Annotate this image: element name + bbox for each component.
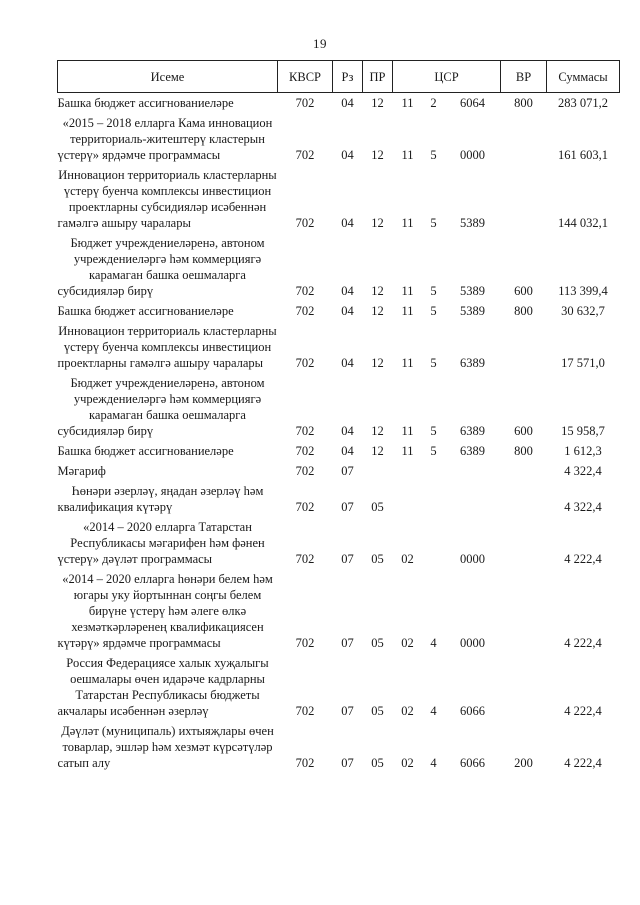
row-vr <box>501 115 547 167</box>
header-kvsr: КВСР <box>278 61 333 93</box>
row-csr-subprogram: 4 <box>430 756 437 770</box>
row-sum: 283 071,2 <box>558 96 609 110</box>
row-kvsr: 702 <box>295 444 315 458</box>
row-csr-program <box>393 463 423 483</box>
header-csr: ЦСР <box>393 61 501 93</box>
row-pr: 12 <box>371 356 384 370</box>
row-name: Россия Федерациясе халык хуҗалыгы оешмалары өчен идарәче кадрларны Татарстан Республикасы бюджеты акчалары исәбеннән әзерләү <box>57 656 269 718</box>
row-rz: 04 <box>341 356 354 370</box>
row-csr-program: 02 <box>401 704 414 718</box>
row-csr-program: 11 <box>401 216 414 230</box>
row-vr <box>501 655 547 723</box>
row-csr-program: 11 <box>401 96 414 110</box>
row-kvsr: 702 <box>295 552 315 566</box>
row-rz: 04 <box>341 216 354 230</box>
row-kvsr: 702 <box>295 424 315 438</box>
table-row <box>58 93 620 116</box>
row-vr <box>501 463 547 483</box>
row-csr-program: 02 <box>401 756 414 770</box>
row-kvsr: 702 <box>295 636 315 650</box>
row-rz: 07 <box>341 464 354 478</box>
row-rz: 07 <box>341 704 354 718</box>
row-name: «2014 – 2020 елларга һөнәри белем һәм югары уку йортыннан соңгы белем бирүне үстерү һәм әлеге өлкә хезмәткәрләренең квалификациясен күтәрү» ярдәмче программасы <box>57 572 273 650</box>
table-row <box>58 655 620 723</box>
row-rz: 04 <box>341 148 354 162</box>
row-sum: 17 571,0 <box>561 356 605 370</box>
table-row <box>58 443 620 463</box>
row-rz: 04 <box>341 444 354 458</box>
row-name: Инновацион территориаль кластерларны үстерү буенча комплексы инвестицион проектларны гамәлгә ашыру чаралары <box>57 324 277 370</box>
row-csr-code <box>445 463 501 483</box>
row-name: Бюджет учреждениеләренә, автоном учреждениеләргә һәм коммерциягә карамаган башка оешмаларга субсидияләр бирү <box>57 376 265 438</box>
row-csr-code: 6389 <box>460 356 485 370</box>
row-csr-subprogram <box>423 483 445 519</box>
row-pr: 05 <box>371 552 384 566</box>
row-name: Башка бюджет ассигнованиеләре <box>57 304 234 318</box>
row-pr: 12 <box>371 424 384 438</box>
row-rz: 04 <box>341 424 354 438</box>
row-sum: 15 958,7 <box>561 424 605 438</box>
row-csr-subprogram: 5 <box>430 284 437 298</box>
row-rz: 04 <box>341 304 354 318</box>
row-pr: 12 <box>371 96 384 110</box>
row-vr: 600 <box>514 284 533 298</box>
table-row <box>58 723 620 775</box>
row-vr: 600 <box>514 424 533 438</box>
row-name: Мәгариф <box>57 464 106 478</box>
row-csr-code: 0000 <box>460 636 485 650</box>
row-sum: 4 322,4 <box>564 464 602 478</box>
row-csr-subprogram: 4 <box>430 704 437 718</box>
row-csr-code: 0000 <box>460 552 485 566</box>
row-pr: 12 <box>371 304 384 318</box>
budget-table <box>57 60 620 775</box>
row-sum: 4 222,4 <box>564 636 602 650</box>
row-csr-code <box>445 483 501 519</box>
row-csr-subprogram: 5 <box>430 216 437 230</box>
row-csr-code: 6066 <box>460 704 485 718</box>
row-kvsr: 702 <box>295 500 315 514</box>
row-rz: 04 <box>341 284 354 298</box>
row-csr-code: 0000 <box>460 148 485 162</box>
row-csr-subprogram <box>423 463 445 483</box>
row-csr-program: 02 <box>401 552 414 566</box>
row-kvsr: 702 <box>295 96 315 110</box>
row-csr-code: 6389 <box>460 444 485 458</box>
row-csr-code: 6066 <box>460 756 485 770</box>
header-pr: ПР <box>363 61 393 93</box>
table-row <box>58 323 620 375</box>
row-rz: 07 <box>341 552 354 566</box>
table-row <box>58 303 620 323</box>
row-kvsr: 702 <box>295 756 315 770</box>
row-name: Башка бюджет ассигнованиеләре <box>57 96 234 110</box>
row-vr <box>501 483 547 519</box>
row-sum: 1 612,3 <box>564 444 602 458</box>
row-kvsr: 702 <box>295 304 315 318</box>
row-csr-code: 5389 <box>460 304 485 318</box>
row-csr-code: 6064 <box>460 96 485 110</box>
row-vr <box>501 519 547 571</box>
table-row <box>58 483 620 519</box>
row-name: «2015 – 2018 елларга Кама инновацион территориаль-житештерү кластерын үстерү» ярдәмче программасы <box>57 116 273 162</box>
row-csr-program: 11 <box>401 356 414 370</box>
row-name: Башка бюджет ассигнованиеләре <box>57 444 234 458</box>
row-sum: 113 399,4 <box>558 284 608 298</box>
row-csr-subprogram: 5 <box>430 424 437 438</box>
row-pr: 05 <box>371 636 384 650</box>
row-vr: 800 <box>514 444 533 458</box>
row-pr: 12 <box>371 284 384 298</box>
row-csr-subprogram <box>423 519 445 571</box>
table-row <box>58 571 620 655</box>
row-csr-program: 11 <box>401 424 414 438</box>
row-rz: 07 <box>341 636 354 650</box>
row-vr: 200 <box>514 756 533 770</box>
table-row <box>58 167 620 235</box>
row-name: Дәүләт (муниципаль) ихтыяҗлары өчен товарлар, эшләр һәм хезмәт күрсәтүләр сатып алу <box>57 724 274 770</box>
row-sum: 4 322,4 <box>564 500 602 514</box>
header-rz: Рз <box>333 61 363 93</box>
row-sum: 4 222,4 <box>564 704 602 718</box>
row-csr-subprogram: 4 <box>430 636 437 650</box>
row-csr-program: 02 <box>401 636 414 650</box>
table-header-row <box>58 61 620 93</box>
row-kvsr: 702 <box>295 216 315 230</box>
row-csr-subprogram: 5 <box>430 444 437 458</box>
row-pr: 12 <box>371 148 384 162</box>
header-vr: ВР <box>501 61 547 93</box>
row-csr-program: 11 <box>401 148 414 162</box>
row-vr: 800 <box>514 304 533 318</box>
row-pr: 05 <box>371 756 384 770</box>
row-rz: 04 <box>341 96 354 110</box>
table-row <box>58 235 620 303</box>
row-csr-program: 11 <box>401 284 414 298</box>
table-row <box>58 463 620 483</box>
header-sum: Суммасы <box>547 61 620 93</box>
row-pr: 12 <box>371 444 384 458</box>
page-number: 19 <box>313 36 327 51</box>
table-row <box>58 519 620 571</box>
row-name: Бюджет учреждениеләренә, автоном учреждениеләргә һәм коммерциягә карамаган башка оешмаларга субсидияләр бирү <box>57 236 265 298</box>
row-kvsr: 702 <box>295 284 315 298</box>
header-name: Исеме <box>58 61 278 93</box>
row-rz: 07 <box>341 756 354 770</box>
table-body <box>58 93 620 776</box>
row-csr-code: 5389 <box>460 284 485 298</box>
row-vr <box>501 167 547 235</box>
row-vr <box>501 571 547 655</box>
row-csr-subprogram: 5 <box>430 148 437 162</box>
row-kvsr: 702 <box>295 464 315 478</box>
table-row <box>58 115 620 167</box>
row-sum: 4 222,4 <box>564 756 602 770</box>
row-pr: 05 <box>371 704 384 718</box>
row-csr-subprogram: 5 <box>430 304 437 318</box>
row-csr-program <box>393 483 423 519</box>
row-csr-program: 11 <box>401 304 414 318</box>
row-csr-subprogram: 2 <box>430 96 437 110</box>
row-rz: 07 <box>341 500 354 514</box>
row-csr-program: 11 <box>401 444 414 458</box>
row-csr-code: 5389 <box>460 216 485 230</box>
row-sum: 30 632,7 <box>561 304 605 318</box>
row-csr-subprogram: 5 <box>430 356 437 370</box>
row-name: Инновацион территориаль кластерларны үстерү буенча комплексы инвестицион проектларны субсидияләр исәбеннән гамәлгә ашыру чаралары <box>57 168 277 230</box>
row-pr: 05 <box>371 500 384 514</box>
row-vr <box>501 323 547 375</box>
row-kvsr: 702 <box>295 148 315 162</box>
row-name: «2014 – 2020 елларга Татарстан Республикасы мәгарифен һәм фәнен үстерү» дәүләт программасы <box>57 520 265 566</box>
row-vr: 800 <box>514 96 533 110</box>
row-csr-code: 6389 <box>460 424 485 438</box>
table-row <box>58 375 620 443</box>
row-sum: 144 032,1 <box>558 216 609 230</box>
row-name: Һөнәри әзерләү, яңадан әзерләү һәм квалификация күтәрү <box>57 484 264 514</box>
row-sum: 161 603,1 <box>558 148 609 162</box>
row-kvsr: 702 <box>295 356 315 370</box>
row-pr <box>363 463 393 483</box>
row-kvsr: 702 <box>295 704 315 718</box>
row-pr: 12 <box>371 216 384 230</box>
row-sum: 4 222,4 <box>564 552 602 566</box>
